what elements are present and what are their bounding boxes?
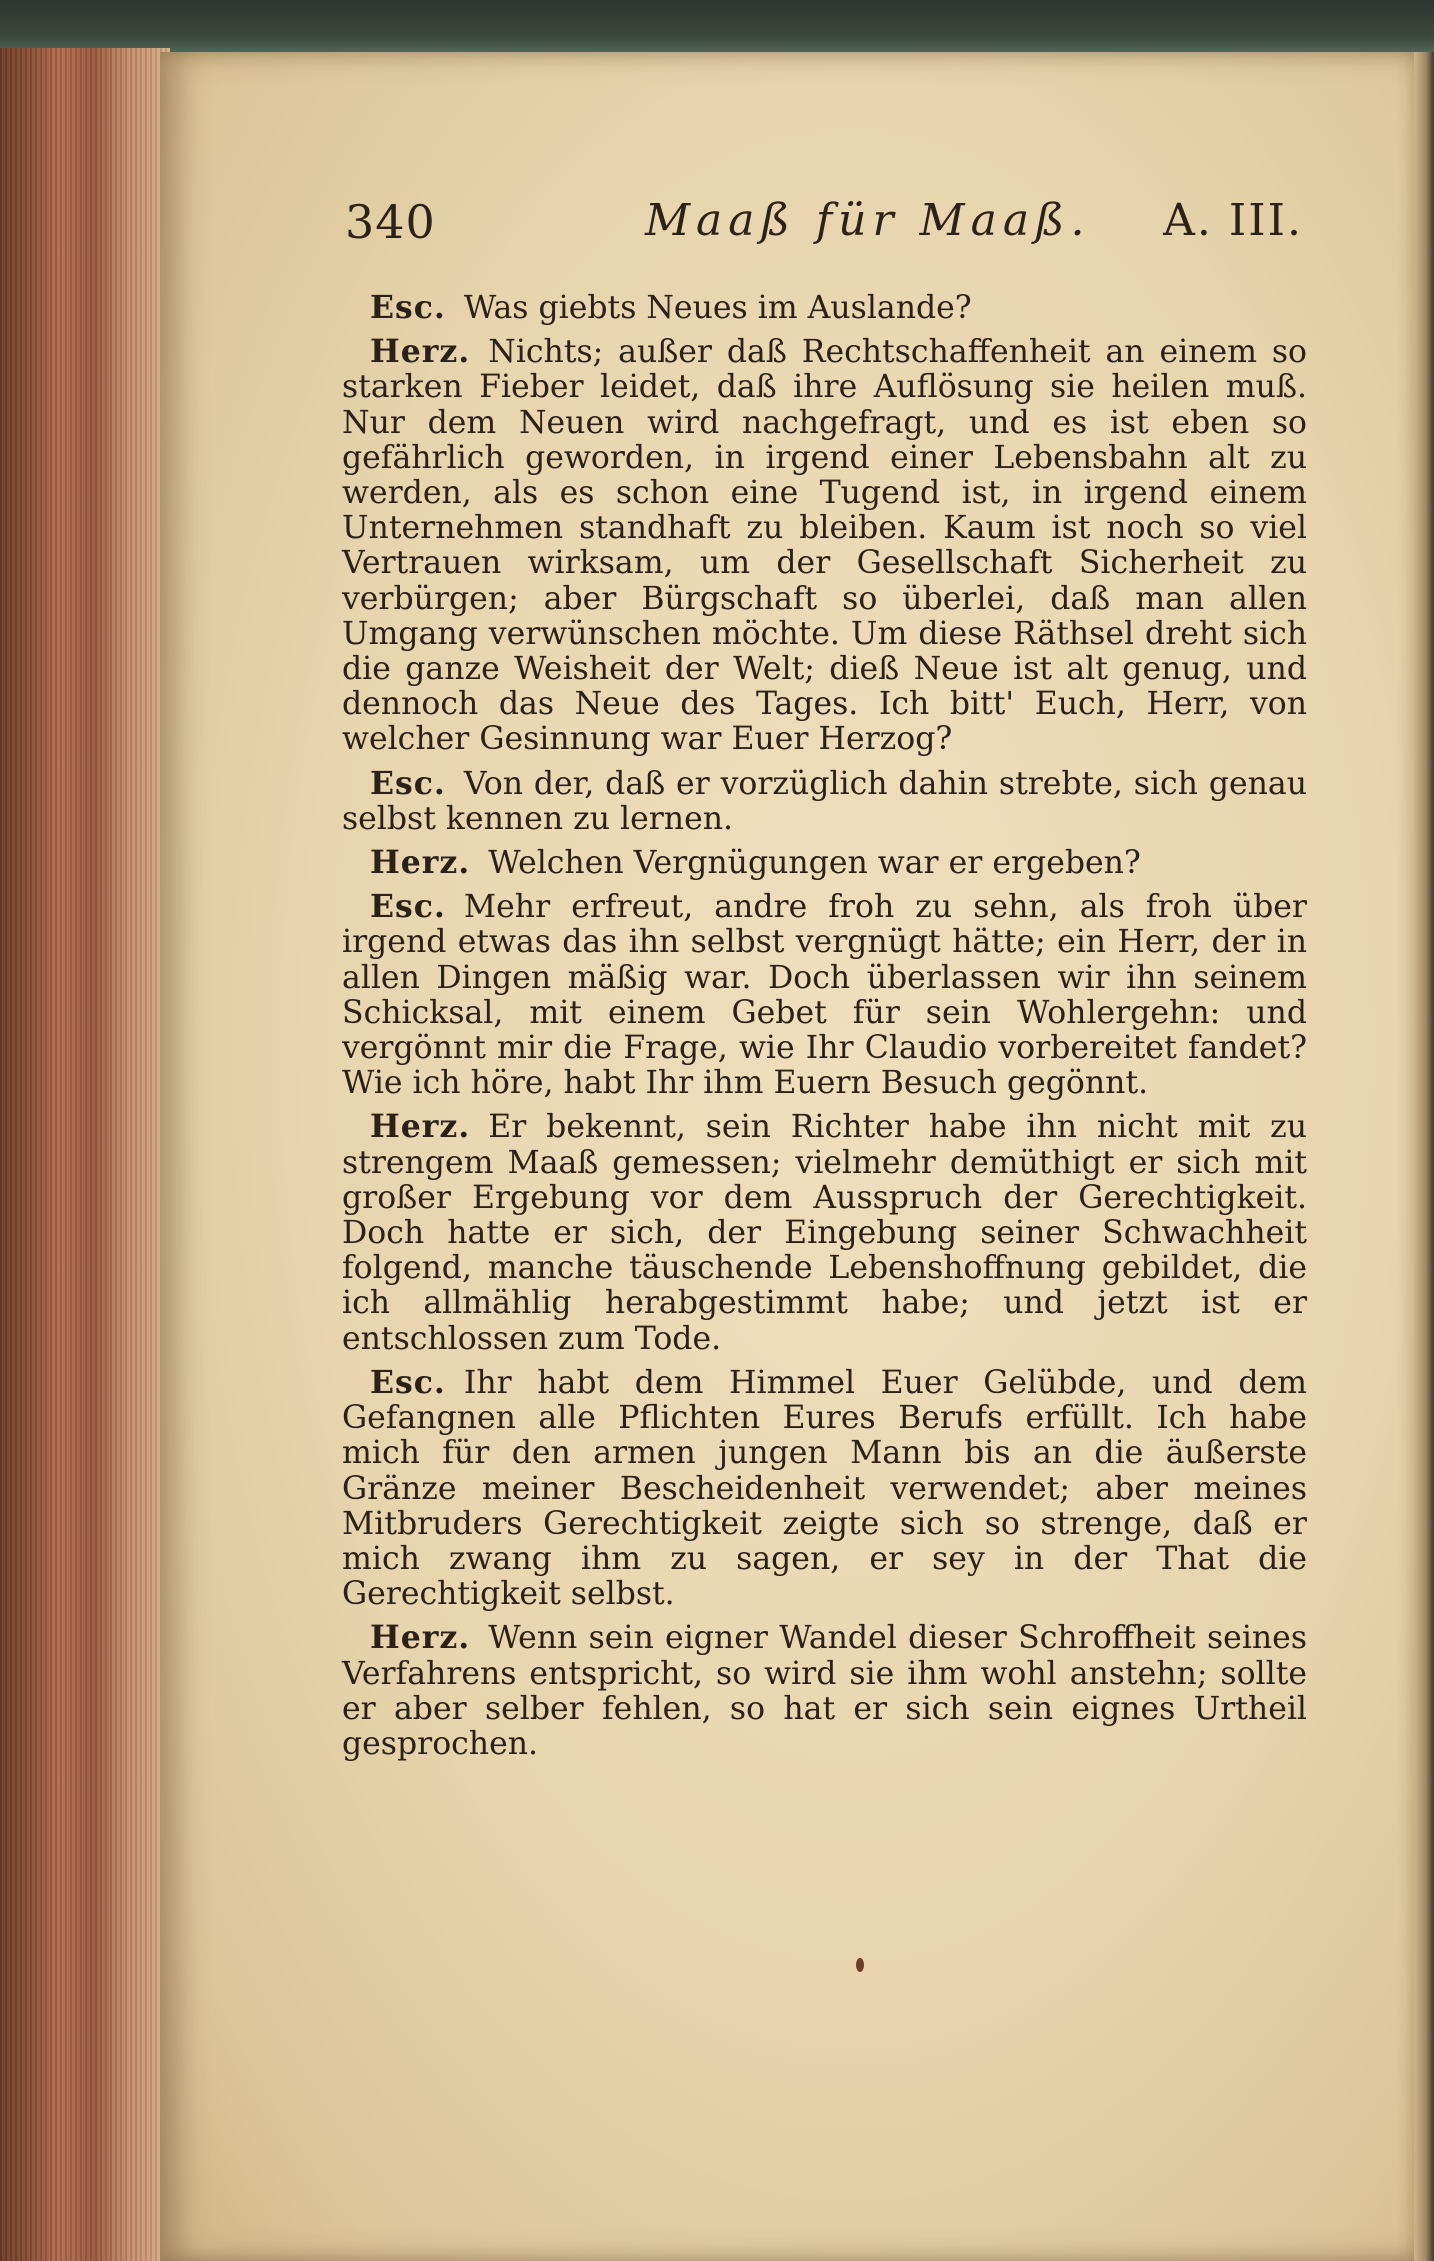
page-right-edge bbox=[1414, 52, 1434, 2261]
speaker-name: Herz. bbox=[370, 1108, 471, 1146]
speaker-name: Esc. bbox=[370, 289, 446, 326]
speaker-name: Esc. bbox=[370, 1363, 446, 1401]
page-header bbox=[345, 195, 1315, 255]
page-body-text bbox=[342, 290, 1307, 1770]
dialogue-paragraph bbox=[342, 845, 1307, 881]
page-number: 340 bbox=[345, 195, 436, 249]
speaker-name: Esc. bbox=[370, 888, 446, 926]
speaker-name: Herz. bbox=[370, 844, 471, 882]
background-top-strip bbox=[0, 0, 1434, 55]
act-label: A. III. bbox=[1163, 195, 1303, 246]
book-page-edges bbox=[0, 48, 170, 2261]
dialogue-paragraph bbox=[342, 334, 1307, 757]
speaker-name: Herz. bbox=[370, 1619, 471, 1657]
dialogue-text: Mehr erfreut, andre froh zu sehn, als froh über irgend etwas das ihn selbst vergnügt hätte; ein Herr, der in allen Dingen mäßig war. Doch überlassen wir ihn seinem Schicksal, mit einem Gebet für sein Wohlergehn: und vergönnt mir die Frage, wie Ihr Claudio vorbereitet fandet? Wie ich höre, habt Ihr ihm Euern Besuch gegönnt. bbox=[342, 889, 1307, 1102]
dialogue-paragraph bbox=[342, 1365, 1307, 1612]
dialogue-text: Was giebts Neues im Auslande? bbox=[463, 290, 972, 326]
speaker-name: Esc. bbox=[370, 764, 446, 802]
dialogue-paragraph bbox=[342, 889, 1307, 1101]
dialogue-text: Er bekennt, sein Richter habe ihn nicht mit zu strengem Maaß gemessen; vielmehr demüthigt er sich mit großer Ergebung vor dem Ausspruch der Gerechtigkeit. Doch hatte er sich, der Eingebung seiner Schwachheit folgend, manche täuschende Lebenshoffnung gebildet, die ich allmählig herabgestimmt habe; und jetzt ist er entschlossen zum Tode. bbox=[342, 1109, 1307, 1357]
dialogue-paragraph bbox=[342, 1109, 1307, 1356]
dialogue-paragraph bbox=[342, 290, 1307, 326]
dialogue-text: Von der, daß er vorzüglich dahin strebte, sich genau selbst kennen zu lernen. bbox=[342, 765, 1307, 837]
running-title: Maaß für Maaß. bbox=[645, 195, 1091, 246]
dialogue-text: Nichts; außer daß Rechtschaffenheit an einem so starken Fieber leidet, daß ihre Auflösung sie heilen muß. Nur dem Neuen wird nachgefragt, und es ist eben so gefährlich geworden, in irgend einer Lebensbahn alt zu werden, als es schon eine Tugend ist, in irgend einem Unternehmen standhaft zu bleiben. Kaum ist noch so viel Vertrauen wirksam, um der Gesellschaft Sicherheit zu verbürgen; aber Bürgschaft so überlei, daß man allen Umgang verwünschen möchte. Um diese Räthsel dreht sich die ganze Weisheit der Welt; dieß Neue ist alt genug, und dennoch das Neue des Tages. Ich bitt' Euch, Herr, von welcher Gesinnung war Euer Herzog? bbox=[342, 334, 1307, 758]
dialogue-text: Ihr habt dem Himmel Euer Gelübde, und dem Gefangnen alle Pflichten Eures Berufs erfüllt. Ich habe mich für den armen jungen Mann bis an die äußerste Gränze meiner Bescheidenheit verwendet; aber meines Mitbruders Gerechtigkeit zeigte sich so strenge, daß er mich zwang ihm zu sagen, er sey in der That die Gerechtigkeit selbst. bbox=[342, 1364, 1307, 1613]
dialogue-paragraph bbox=[342, 1620, 1307, 1762]
dialogue-text: Wenn sein eigner Wandel dieser Schroffheit seines Verfahrens entspricht, so wird sie ihm wohl anstehn; sollte er aber selber fehlen, so hat er sich sein eignes Urtheil gesprochen. bbox=[342, 1620, 1307, 1762]
speaker-name: Herz. bbox=[370, 333, 471, 371]
dialogue-text: Welchen Vergnügungen war er ergeben? bbox=[488, 845, 1141, 882]
dialogue-paragraph bbox=[342, 766, 1307, 837]
ink-mark bbox=[856, 1958, 864, 1972]
